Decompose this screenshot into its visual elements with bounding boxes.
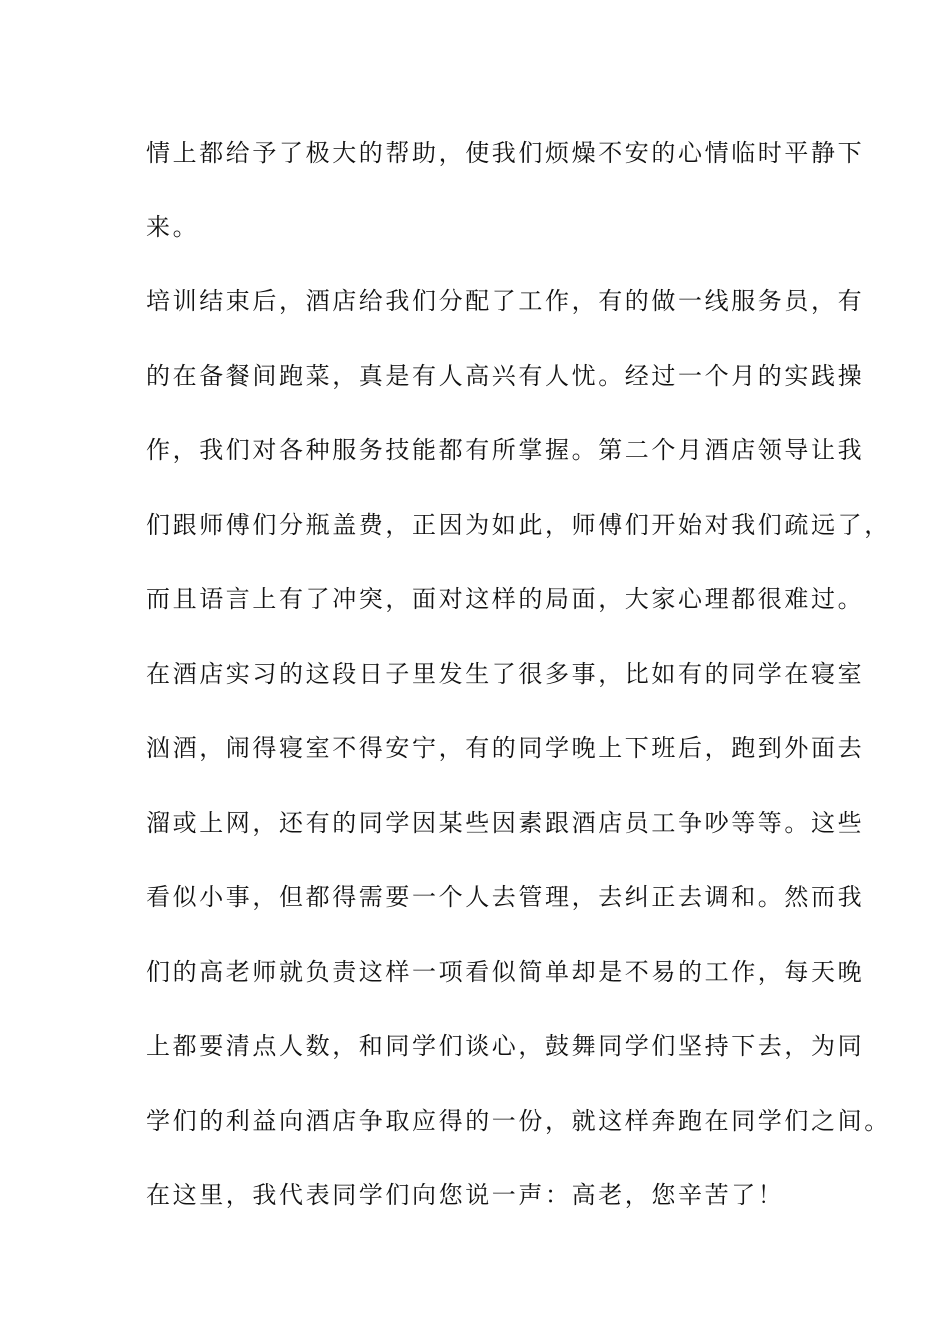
- text-line: 看似小事，但都得需要一个人去管理，去纠正去调和。然而我: [146, 883, 865, 911]
- text-line: 作，我们对各种服务技能都有所掌握。第二个月酒店领导让我: [146, 436, 865, 464]
- text-line: 的在备餐间跑菜，真是有人高兴有人忧。经过一个月的实践操: [146, 362, 865, 390]
- text-line: 来。: [146, 213, 200, 241]
- text-line: 溜或上网，还有的同学因某些因素跟酒店员工争吵等等。这些: [146, 809, 865, 837]
- text-line: 们的高老师就负责这样一项看似简单却是不易的工作，每天晚: [146, 958, 865, 986]
- text-line: 学们的利益向酒店争取应得的一份，就这样奔跑在同学们之间。: [146, 1107, 891, 1135]
- text-line: 而且语言上有了冲突，面对这样的局面，大家心理都很难过。: [146, 585, 865, 613]
- text-line: 们跟师傅们分瓶盖费，正因为如此，师傅们开始对我们疏远了，: [146, 511, 891, 539]
- text-line: 在酒店实习的这段日子里发生了很多事，比如有的同学在寝室: [146, 660, 865, 688]
- text-line: 上都要清点人数，和同学们谈心，鼓舞同学们坚持下去，为同: [146, 1032, 865, 1060]
- text-line: 培训结束后，酒店给我们分配了工作，有的做一线服务员，有: [146, 287, 865, 315]
- text-line: 在这里，我代表同学们向您说一声：高老，您辛苦了！: [146, 1181, 785, 1209]
- text-line: 情上都给予了极大的帮助，使我们烦燥不安的心情临时平静下: [146, 139, 865, 167]
- text-line: 汹酒，闹得寝室不得安宁，有的同学晚上下班后，跑到外面去: [146, 734, 865, 762]
